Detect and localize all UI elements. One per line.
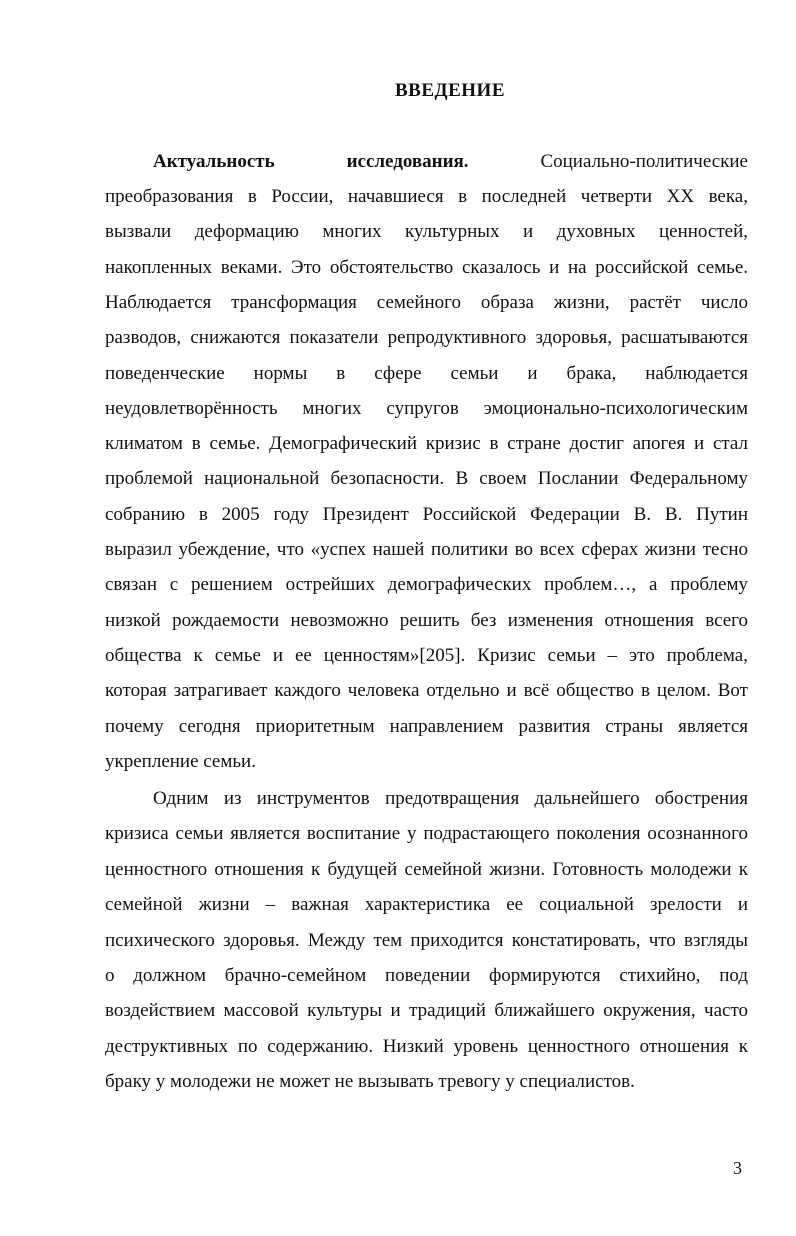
page-number: 3 (733, 1158, 742, 1178)
paragraph-2-line: деструктивных по содержанию. Низкий уровень ценностного отношения к (105, 1035, 748, 1057)
paragraph-1-line: которая затрагивает каждого человека отдельно и всё общество в целом. Вот (105, 680, 748, 702)
paragraph-1-line: низкой рождаемости невозможно решить без изменения отношения всего (105, 609, 748, 631)
paragraph-2-line: воздействием массовой культуры и традиций ближайшего окружения, часто (105, 1000, 748, 1022)
paragraph-1-line: связан с решением острейших демографических проблем…, а проблему (105, 574, 748, 596)
paragraph-2-line: психического здоровья. Между тем приходится констатировать, что взгляды (105, 929, 748, 951)
paragraph-1-line: выразил убеждение, что «успех нашей политики во всех сферах жизни тесно (105, 539, 748, 560)
paragraph-1-line: Наблюдается трансформация семейного образа жизни, растёт число (105, 291, 748, 313)
page-title: ВВЕДЕНИЕ (395, 80, 505, 101)
paragraph-1-line: проблемой национальной безопасности. В своем Послании Федеральному (105, 468, 748, 490)
lead-bold-2: исследования. (346, 151, 469, 172)
paragraph-1-line: укрепление семьи. (105, 750, 256, 772)
paragraph-1-line: общества к семье и ее ценностям»[205]. Кризис семьи – это проблема, (105, 644, 748, 666)
paragraph-1-line: накопленных веками. Это обстоятельство сказалось и на российской семье. (105, 256, 748, 278)
paragraph-2-line: кризиса семьи является воспитание у подрастающего поколения осознанного (105, 823, 748, 845)
paragraph-1-line: вызвали деформацию многих культурных и духовных ценностей, (105, 221, 748, 243)
paragraph-2-line: семейной жизни – важная характеристика ее социальной зрелости и (105, 894, 748, 916)
lead-rest: Социально-политические (540, 151, 748, 172)
paragraph-2-line: о должном брачно-семейном поведении формируются стихийно, под (105, 965, 748, 986)
paragraph-1-line: неудовлетворённость многих супругов эмоционально-психологическим (105, 397, 748, 419)
paragraph-2-line: ценностного отношения к будущей семейной жизни. Готовность молодежи к (105, 858, 748, 880)
lead-bold-1: Актуальность (153, 151, 275, 172)
paragraph-1-line (153, 151, 748, 173)
paragraph-1-line: почему сегодня приоритетным направлением развития страны является (105, 715, 748, 737)
paragraph-2-line: браку у молодежи не может не вызывать тревогу у специалистов. (105, 1071, 635, 1093)
paragraph-1-line: разводов, снижаются показатели репродуктивного здоровья, расшатываются (105, 327, 748, 349)
paragraph-2-line: Одним из инструментов предотвращения дальнейшего обострения (153, 788, 748, 809)
paragraph-1-line: поведенческие нормы в сфере семьи и брака, наблюдается (105, 362, 748, 384)
paragraph-1-line: собранию в 2005 году Президент Российской Федерации В. В. Путин (105, 503, 748, 525)
paragraph-1-line: преобразования в России, начавшиеся в последней четверти XX века, (105, 186, 748, 207)
paragraph-1-line: климатом в семье. Демографический кризис в стране достиг апогея и стал (105, 433, 748, 455)
